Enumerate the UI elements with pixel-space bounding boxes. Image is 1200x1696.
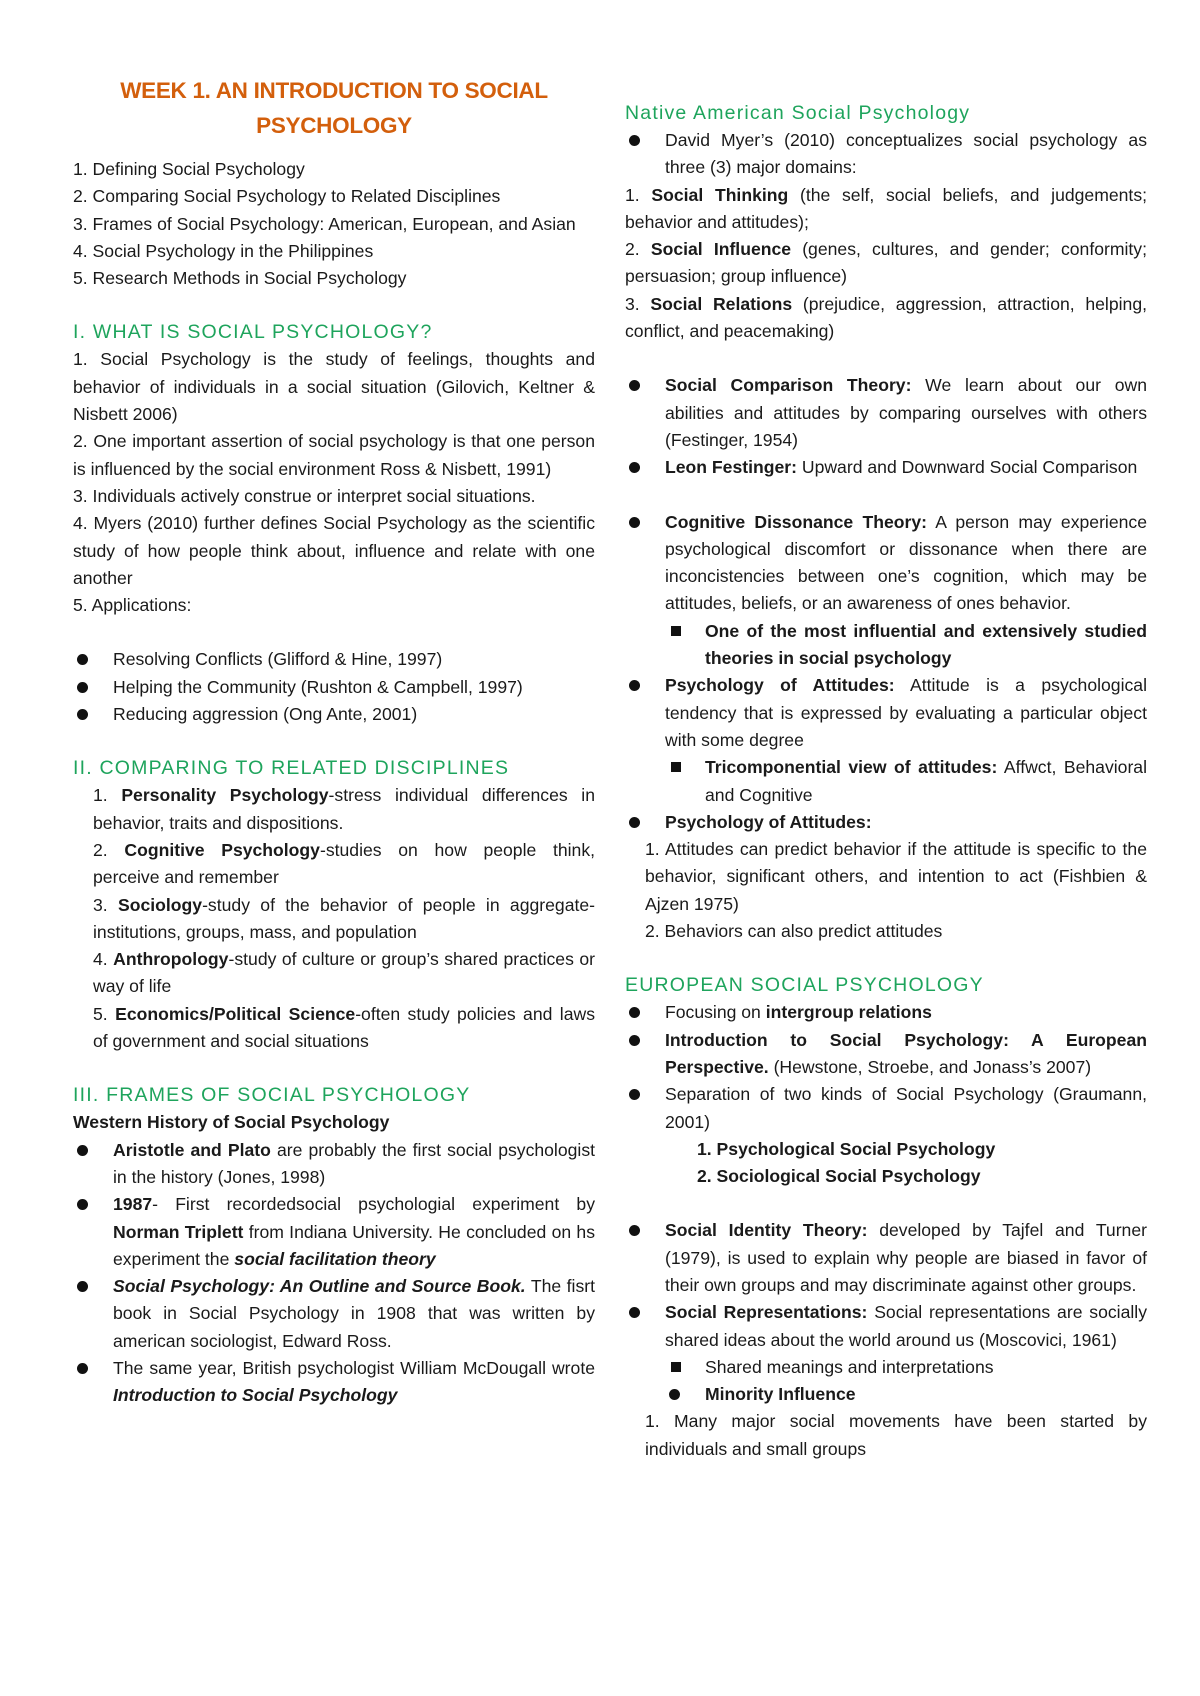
bullet-icon [77, 1281, 88, 1292]
bullet-icon [629, 1007, 640, 1018]
toc-item: 2. Comparing Social Psychology to Related Disciplines [73, 186, 501, 207]
toc-item: 1. Defining Social Psychology [73, 159, 305, 179]
bullet-icon [629, 680, 640, 691]
list-item: 3. Sociology-study of the behavior of people in aggregate-institutions, groups, mass, and population [93, 894, 596, 942]
bullet-item: Social Psychology: An Outline and Source Book. The fisrt book in Social Psychology in 1908 that was written by american sociologist, Edward Ross. [73, 1273, 595, 1355]
bullet-icon [669, 1389, 680, 1400]
bullet-item: Social Representations: Social representations are socially shared ideas about the world around us (Moscovici, 1961) [625, 1299, 1147, 1354]
list-item: 2. One important assertion of social psychology is that one person is influenced by the social environment Ross & Nisbett, 1991) [73, 431, 595, 479]
list-item: 1. Personality Psychology-stress individual differences in behavior, traits and dispositions. [93, 785, 595, 833]
title-line-2: PSYCHOLOGY [256, 113, 412, 138]
bullet-item: Separation of two kinds of Social Psychology (Graumann, 2001) [625, 1081, 1147, 1136]
subheading-western: Western History of Social Psychology [73, 1112, 390, 1133]
bullet-item: Leon Festinger: Upward and Downward Social Comparison [625, 454, 1147, 481]
bullet-item: Cognitive Dissonance Theory: A person may experience psychological discomfort or dissonance when there are inconcistencies between one’s cognition, which may be attitudes, beliefs, or an awareness of ones behavior. [625, 509, 1147, 618]
bullet-icon [629, 135, 640, 146]
list-item: 5. Applications: [73, 595, 192, 616]
square-bullet-icon [671, 1362, 681, 1372]
bullet-item: Resolving Conflicts (Glifford & Hine, 1997) [73, 646, 595, 673]
toc-item: 3. Frames of Social Psychology: American, European, and Asian [73, 213, 576, 234]
bullet-icon [629, 1307, 640, 1318]
bullet-item: The same year, British psychologist William McDougall wrote Introduction to Social Psychology [73, 1355, 595, 1410]
section-what-is-body [73, 346, 595, 728]
bullet-item: David Myer’s (2010) conceptualizes social psychology as three (3) major domains: [625, 127, 1147, 182]
bullet-icon [77, 1145, 88, 1156]
bullet-item: Introduction to Social Psychology: A European Perspective. (Hewstone, Stroebe, and Jonass’s 2007) [625, 1027, 1147, 1082]
bullet-icon [77, 682, 88, 693]
list-item: 1. Social Thinking (the self, social beliefs, and judgements; behavior and attitudes); [625, 184, 1148, 232]
list-item: 1. Attitudes can predict behavior if the attitude is specific to the behavior, significant others, and intention to act (Fishbien & Ajzen 1975) [645, 839, 1147, 914]
bullet-item: Social Identity Theory: developed by Tajfel and Turner (1979), is used to explain why people are biased in favor of their own groups and may discriminate against other groups. [625, 1217, 1147, 1299]
section-frames-body [73, 1109, 595, 1409]
bullet-item: Psychology of Attitudes: [625, 809, 1147, 836]
page-title [73, 73, 595, 143]
bullet-icon [77, 709, 88, 720]
section-european-body [625, 999, 1147, 1463]
list-item: 2. Social Influence (genes, cultures, and gender; conformity; persuasion; group influence) [625, 239, 1147, 287]
square-bullet-icon [671, 762, 681, 772]
bullet-item: 1987- First recordedsocial psychologial experiment by Norman Triplett from Indiana University. He concluded on hs experiment the social facilitation theory [73, 1191, 595, 1273]
section-heading-what-is: I. WHAT IS SOCIAL PSYCHOLOGY? [73, 321, 433, 344]
bullet-icon [629, 1035, 640, 1046]
section-heading-disciplines: II. COMPARING TO RELATED DISCIPLINES [73, 757, 510, 780]
square-bullet-item: Shared meanings and interpretations [665, 1354, 1147, 1381]
bullet-icon [629, 817, 640, 828]
list-item: 4. Myers (2010) further defines Social Psychology as the scientific study of how people think about, influence and relate with one another [73, 513, 595, 588]
toc-item: 5. Research Methods in Social Psychology [73, 268, 407, 289]
section-native-body [625, 127, 1147, 945]
bullet-icon [629, 517, 640, 528]
list-item: 5. Economics/Political Science-often study policies and laws of government and social situations [93, 1003, 595, 1052]
bullet-icon [629, 1089, 640, 1100]
list-item: 1. Many major social movements have been started by individuals and small groups [645, 1411, 1147, 1459]
right-column [625, 100, 1147, 1463]
bullet-icon [629, 380, 640, 391]
section-heading-frames: III. FRAMES OF SOCIAL PSYCHOLOGY [73, 1084, 471, 1107]
bullet-icon [629, 1225, 640, 1236]
bullet-item: Aristotle and Plato are probably the first social psychologist in the history (Jones, 1998) [73, 1137, 595, 1192]
list-item: 1. Social Psychology is the study of feelings, thoughts and behavior of individuals in a social situation (Gilovich, Keltner & Nisbett 2006) [73, 349, 595, 425]
bullet-icon [77, 654, 88, 665]
bullet-item: Reducing aggression (Ong Ante, 2001) [73, 701, 595, 728]
left-column [73, 0, 595, 1410]
bullet-icon [77, 1199, 88, 1210]
bullet-item: Helping the Community (Rushton & Campbell, 1997) [73, 674, 595, 701]
title-line-1: WEEK 1. AN INTRODUCTION TO SOCIAL [120, 78, 548, 103]
list-item: 3. Social Relations (prejudice, aggression, attraction, helping, conflict, and peacemaking) [625, 293, 1147, 342]
section-disciplines-body [73, 782, 595, 1055]
bullet-icon [77, 1363, 88, 1374]
bullet-item: Psychology of Attitudes: Attitude is a psychological tendency that is expressed by evaluating a particular object with some degree [625, 672, 1147, 754]
section-heading-european: EUROPEAN SOCIAL PSYCHOLOGY [625, 974, 984, 997]
square-bullet-item: Tricomponential view of attitudes: Affwct, Behavioral and Cognitive [665, 754, 1147, 809]
toc-item: 4. Social Psychology in the Philippines [73, 240, 374, 261]
list-item: 3. Individuals actively construe or interpret social situations. [73, 485, 536, 506]
list-item: 1. Psychological Social Psychology [697, 1138, 996, 1159]
bullet-item: Minority Influence [665, 1381, 1147, 1408]
table-of-contents [73, 156, 595, 292]
bullet-icon [629, 462, 640, 473]
bullet-item: Social Comparison Theory: We learn about our own abilities and attitudes by comparing ourselves with others (Festinger, 1954) [625, 372, 1147, 454]
list-item: 4. Anthropology-study of culture or group’s shared practices or way of life [93, 949, 595, 997]
list-item: 2. Cognitive Psychology-studies on how people think, perceive and remember [93, 839, 596, 888]
square-bullet-icon [671, 626, 681, 636]
bullet-item: Focusing on intergroup relations [625, 999, 1147, 1026]
square-bullet-item: One of the most influential and extensively studied theories in social psychology [665, 618, 1147, 673]
list-item: 2. Behaviors can also predict attitudes [645, 921, 943, 942]
section-heading-native: Native American Social Psychology [625, 102, 971, 124]
list-item: 2. Sociological Social Psychology [697, 1166, 981, 1187]
